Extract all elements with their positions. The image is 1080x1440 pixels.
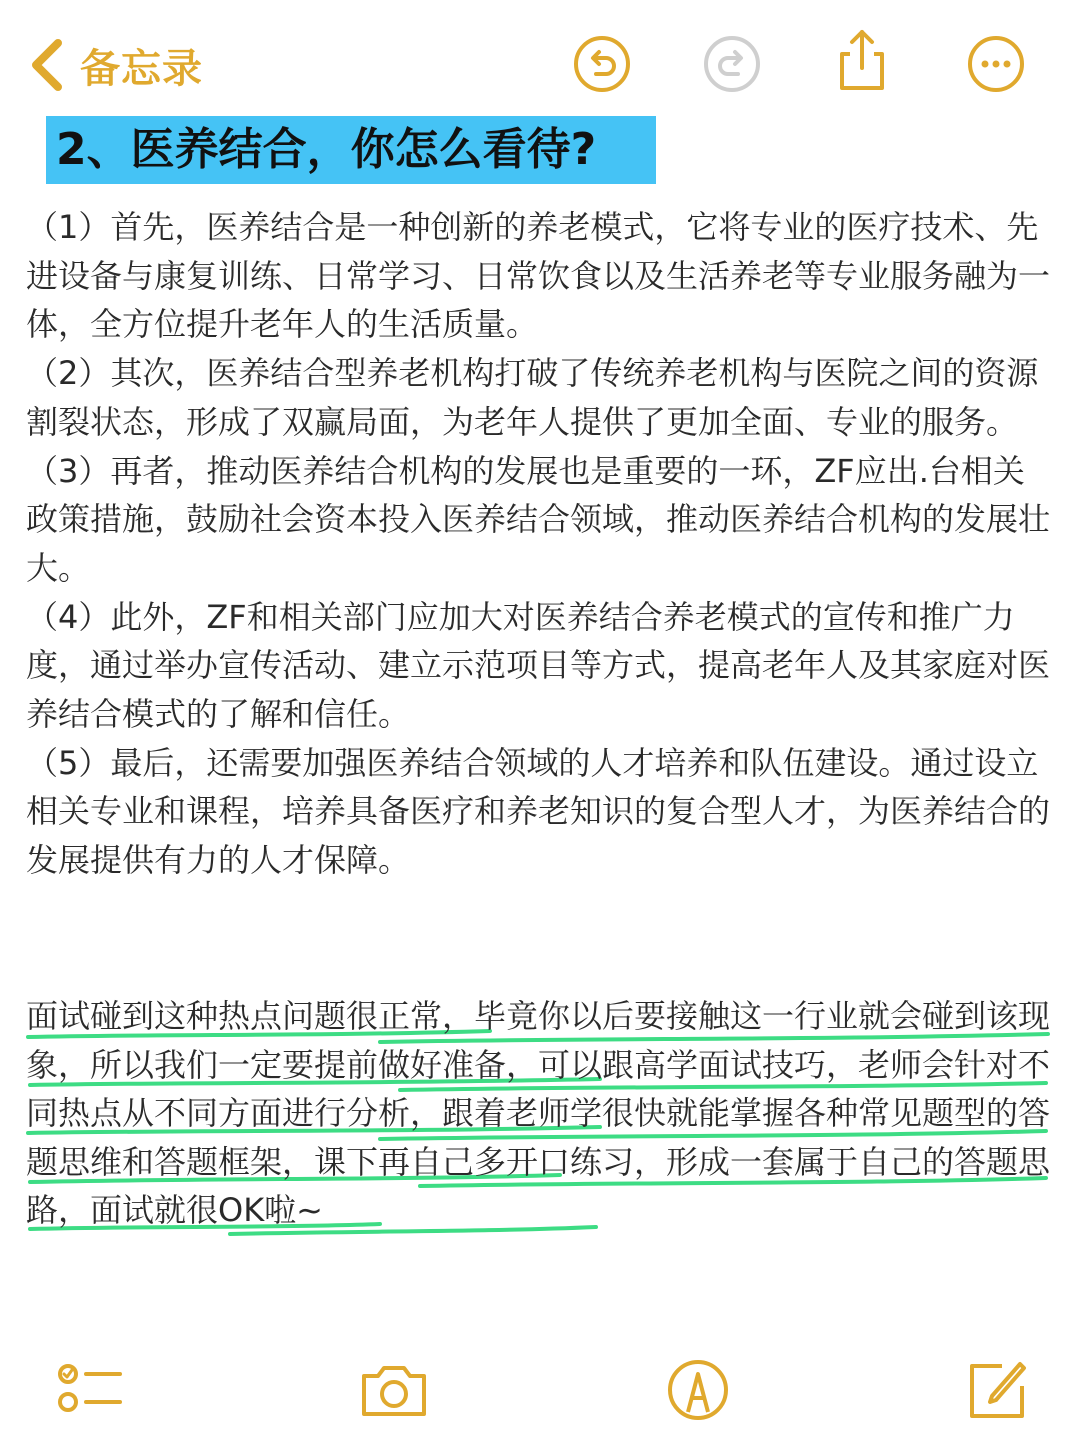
camera-button[interactable]	[358, 1354, 430, 1426]
markup-pen-icon	[662, 1354, 734, 1426]
bottom-toolbar	[0, 1340, 1080, 1440]
compose-icon	[962, 1354, 1034, 1426]
share-icon	[832, 26, 892, 94]
closing-paragraph[interactable]: 面试碰到这种热点问题很正常，毕竟你以后要接触这一行业就会碰到该现象，所以我们一定要提前做好准备，可以跟高学面试技巧，老师会针对不同热点从不同方面进行分析，跟着老师学很快就能掌握各种常见题型的答题思维和答题框架，课下再自己多开口练习，形成一套属于自己的答题思路，面试就很OK啦~	[26, 997, 1051, 1229]
back-label: 备忘录	[80, 45, 203, 92]
chevron-left-icon	[28, 37, 68, 93]
paragraph-2: （2）其次，医养结合型养老机构打破了传统养老机构与医院之间的资源割裂状态，形成了双赢局面，为老年人提供了更加全面、专业的服务。	[26, 354, 1039, 441]
paragraph-3: （3）再者，推动医养结合机构的发展也是重要的一环，ZF应出.台相关政策措施，鼓励社会资本投入医养结合领域，推动医养结合机构的发展壮大。	[26, 451, 1051, 587]
nav-bar	[0, 0, 1080, 120]
paragraph-4: （4）此外，ZF和相关部门应加大对医养结合养老模式的宣传和推广力度，通过举办宣传活动、建立示范项目等方式，提高老年人及其家庭对医养结合模式的了解和信任。	[26, 597, 1051, 734]
back-button[interactable]	[28, 30, 203, 100]
redo-button[interactable]	[702, 34, 762, 94]
paragraph-5: （5）最后，还需要加强医养结合领域的人才培养和队伍建设。通过设立相关专业和课程，培养具备医疗和养老知识的复合型人才，为医养结合的发展提供有力的人才保障。	[26, 743, 1051, 880]
checklist-icon	[54, 1354, 126, 1426]
title-highlight	[46, 116, 656, 184]
share-button[interactable]	[832, 26, 892, 94]
note-title[interactable]: 2、医养结合，你怎么看待?	[56, 124, 597, 175]
undo-button[interactable]	[572, 34, 632, 94]
checklist-button[interactable]	[54, 1354, 126, 1426]
compose-button[interactable]	[962, 1354, 1034, 1426]
markup-button[interactable]	[662, 1354, 734, 1426]
more-icon	[966, 34, 1026, 94]
camera-icon	[358, 1354, 430, 1426]
paragraph-1: （1）首先，医养结合是一种创新的养老模式，它将专业的医疗技术、先进设备与康复训练、日常学习、日常饮食以及生活养老等专业服务融为一体，全方位提升老年人的生活质量。	[26, 208, 1051, 344]
redo-icon	[702, 34, 762, 94]
note-body[interactable]	[26, 203, 1054, 885]
undo-icon	[572, 34, 632, 94]
more-button[interactable]	[966, 34, 1026, 94]
